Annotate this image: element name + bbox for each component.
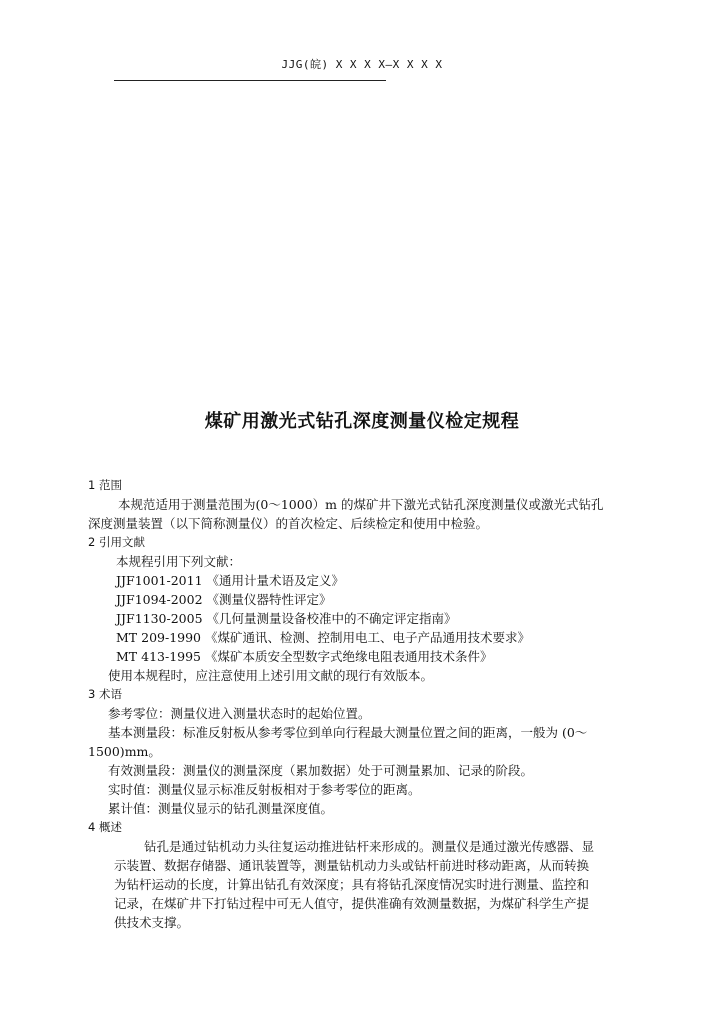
reference-item: JJF1130-2005 《几何量测量设备校准中的不确定评定指南》: [116, 611, 457, 626]
section-1-line-2: 深度测量装置（以下简称测量仪）的首次检定、后续检定和使用中检验。: [88, 516, 489, 531]
term-reference-zero: 参考零位：测量仪进入测量状态时的起始位置。: [108, 706, 371, 721]
term-effective-segment: 有效测量段：测量仪的测量深度（累加数据）处于可测量累加、记录的阶段。: [108, 763, 534, 778]
reference-item: MT 413-1995 《煤矿本质安全型数字式绝缘电阻表通用技术条件》: [116, 649, 493, 664]
header-code: JJG(皖) X X X X—X X X X: [281, 58, 443, 71]
reference-item: JJF1001-2011 《通用计量术语及定义》: [116, 573, 345, 588]
section-4-line-5: 供技术支撑。: [114, 915, 190, 930]
section-2-intro: 本规程引用下列文献：: [116, 554, 242, 569]
section-4-line-4: 记录，在煤矿井下打钻过程中可无人值守，提供准确有效测量数据，为煤矿科学生产提: [114, 896, 590, 911]
term-basic-segment-cont: 1500)mm。: [88, 744, 161, 759]
section-1-line-1: 本规范适用于测量范围为(0～1000）m 的煤矿井下激光式钻孔深度测量仪或激光式钻孔: [118, 497, 604, 512]
section-4-heading: 4 概述: [88, 820, 122, 834]
section-4-line-2: 示装置、数据存储器、通讯装置等，测量钻机动力头或钻杆前进时移动距离，从而转换: [114, 858, 590, 873]
section-1-heading: 1 范围: [88, 478, 122, 492]
section-2-heading: 2 引用文献: [88, 535, 145, 549]
term-basic-segment: 基本测量段：标准反射板从参考零位到单向行程最大测量位置之间的距离，一般为 (0～: [108, 725, 588, 740]
section-3-heading: 3 术语: [88, 687, 122, 701]
reference-item: MT 209-1990 《煤矿通讯、检测、控制用电工、电子产品通用技术要求》: [116, 630, 530, 645]
document-title: 煤矿用激光式钻孔深度测量仪检定规程: [204, 411, 520, 432]
reference-item: JJF1094-2002 《测量仪器特性评定》: [116, 592, 332, 607]
section-2-note: 使用本规程时，应注意使用上述引用文献的现行有效版本。: [108, 668, 434, 683]
term-realtime-value: 实时值：测量仪显示标准反射板相对于参考零位的距离。: [108, 782, 421, 797]
document-body: [88, 476, 670, 932]
header-rule: [114, 80, 386, 81]
section-4-line-3: 为钻杆运动的长度，计算出钻孔有效深度；具有将钻孔深度情况实时进行测量、监控和: [114, 877, 590, 892]
section-4-line-1: 钻孔是通过钻机动力头往复运动推进钻杆来形成的。测量仪是通过激光传感器、显: [144, 839, 595, 854]
term-cumulative-value: 累计值：测量仪显示的钻孔测量深度值。: [108, 801, 334, 816]
